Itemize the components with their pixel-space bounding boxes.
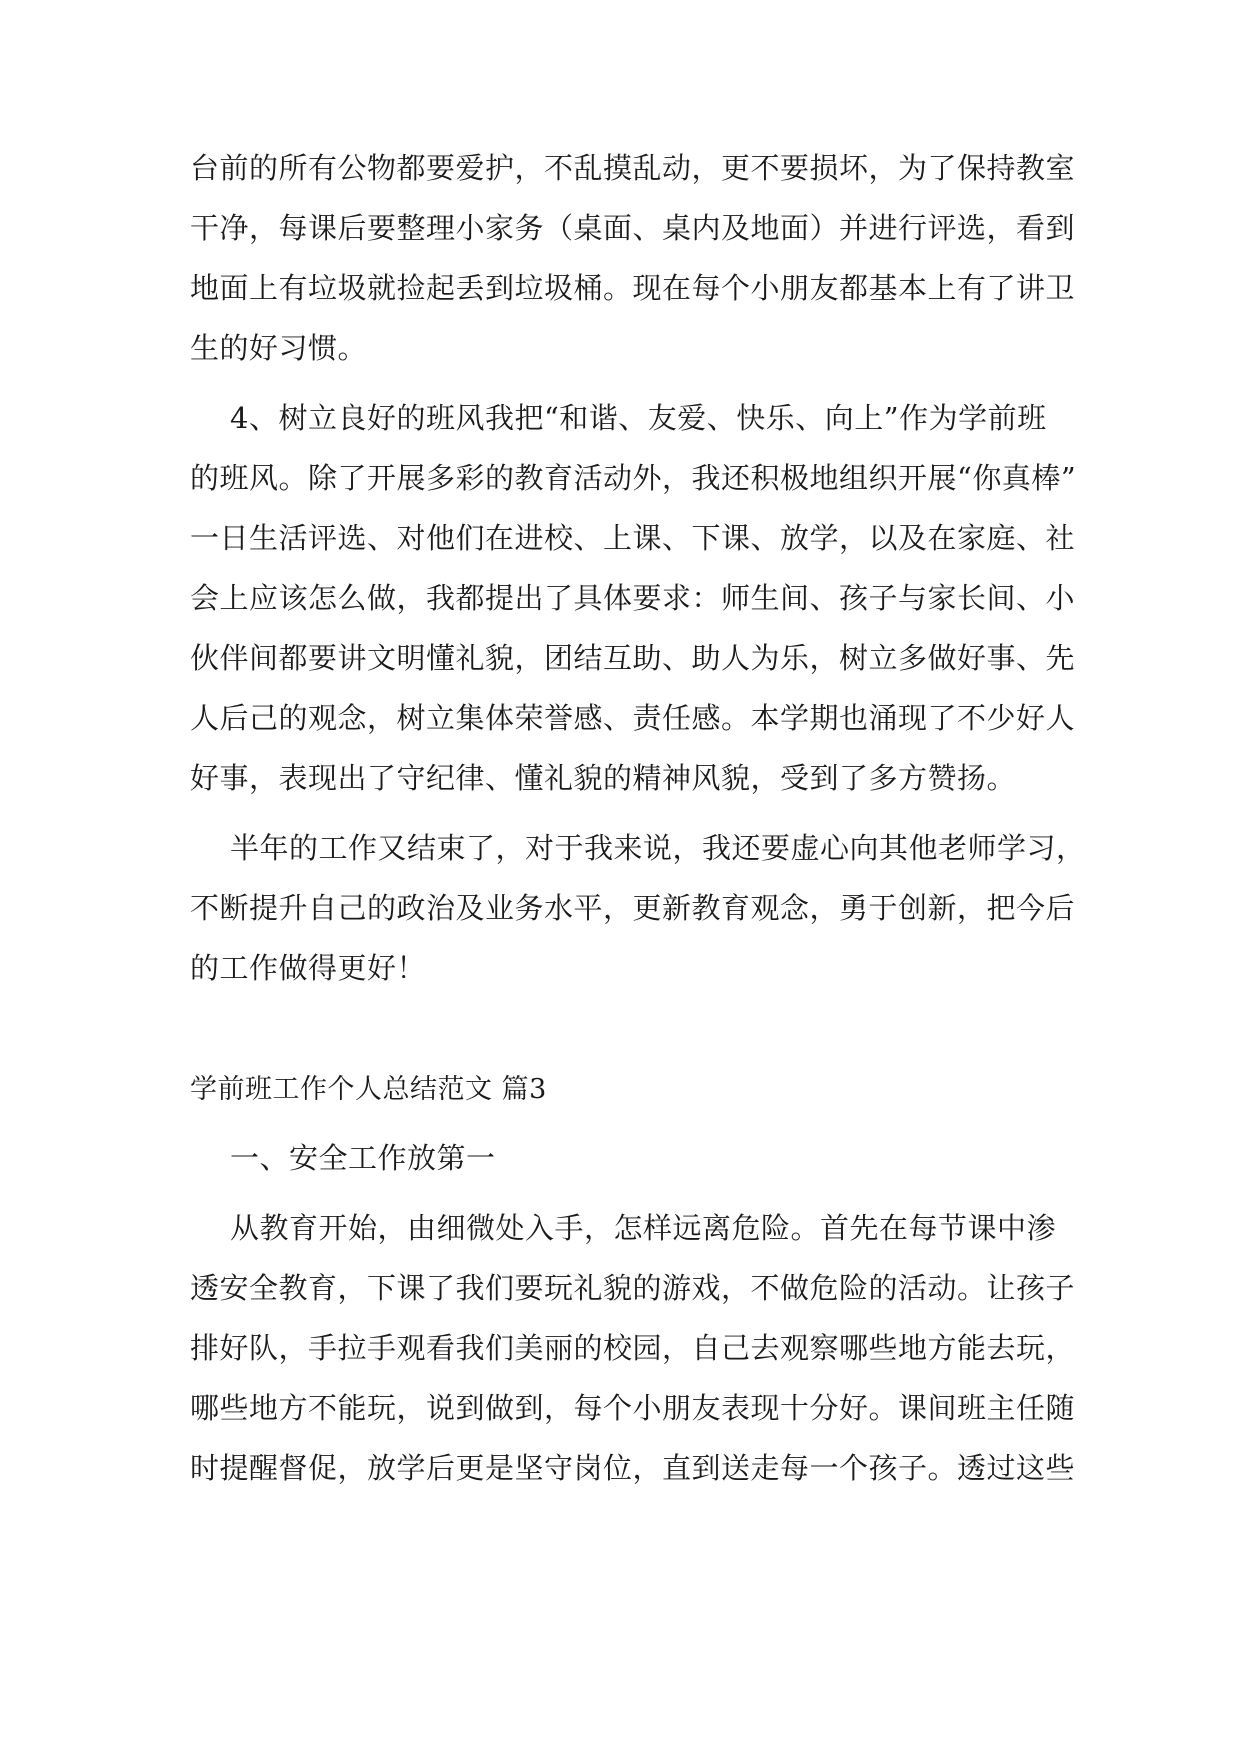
text-line: 半年的工作又结束了，对于我来说，我还要虚心向其他老师学习， — [230, 831, 1086, 865]
text-line: 地面上有垃圾就捡起丢到垃圾桶。现在每个小朋友都基本上有了讲卫 — [190, 271, 1076, 305]
text-line: 4、树立良好的班风我把“和谐、友爱、快乐、向上”作为学前班 — [230, 401, 1047, 435]
text-line: 会上应该怎么做，我都提出了具体要求：师生间、孩子与家长间、小 — [190, 581, 1076, 615]
subsection-heading: 一、安全工作放第一 — [230, 1141, 496, 1175]
text-line: 台前的所有公物都要爱护，不乱摸乱动，更不要损坏，为了保持教室 — [190, 151, 1076, 185]
text-line: 透安全教育，下课了我们要玩礼貌的游戏，不做危险的活动。让孩子 — [190, 1271, 1076, 1305]
text-line: 的工作做得更好！ — [190, 951, 427, 985]
text-line: 的班风。除了开展多彩的教育活动外，我还积极地组织开展“你真棒” — [190, 461, 1077, 495]
text-line: 时提醒督促，放学后更是坚守岗位，直到送走每一个孩子。透过这些 — [190, 1451, 1076, 1485]
text-line: 排好队，手拉手观看我们美丽的校园，自己去观察哪些地方能去玩， — [190, 1331, 1076, 1365]
text-line: 好事，表现出了守纪律、懂礼貌的精神风貌，受到了多方赞扬。 — [190, 761, 1017, 795]
section-heading: 学前班工作个人总结范文 篇3 — [190, 1074, 547, 1105]
text-line: 人后己的观念，树立集体荣誉感、责任感。本学期也涌现了不少好人 — [190, 701, 1076, 735]
text-line: 哪些地方不能玩，说到做到，每个小朋友表现十分好。课间班主任随 — [190, 1391, 1076, 1425]
text-line: 从教育开始，由细微处入手，怎样远离危险。首先在每节课中渗 — [230, 1211, 1057, 1245]
text-line: 生的好习惯。 — [190, 331, 368, 365]
text-line: 伙伴间都要讲文明懂礼貌，团结互助、助人为乐，树立多做好事、先 — [190, 641, 1076, 675]
text-line: 干净，每课后要整理小家务（桌面、桌内及地面）并进行评选，看到 — [190, 211, 1076, 245]
text-line: 一日生活评选、对他们在进校、上课、下课、放学，以及在家庭、社 — [190, 521, 1076, 555]
text-line: 不断提升自己的政治及业务水平，更新教育观念，勇于创新，把今后 — [190, 891, 1076, 925]
